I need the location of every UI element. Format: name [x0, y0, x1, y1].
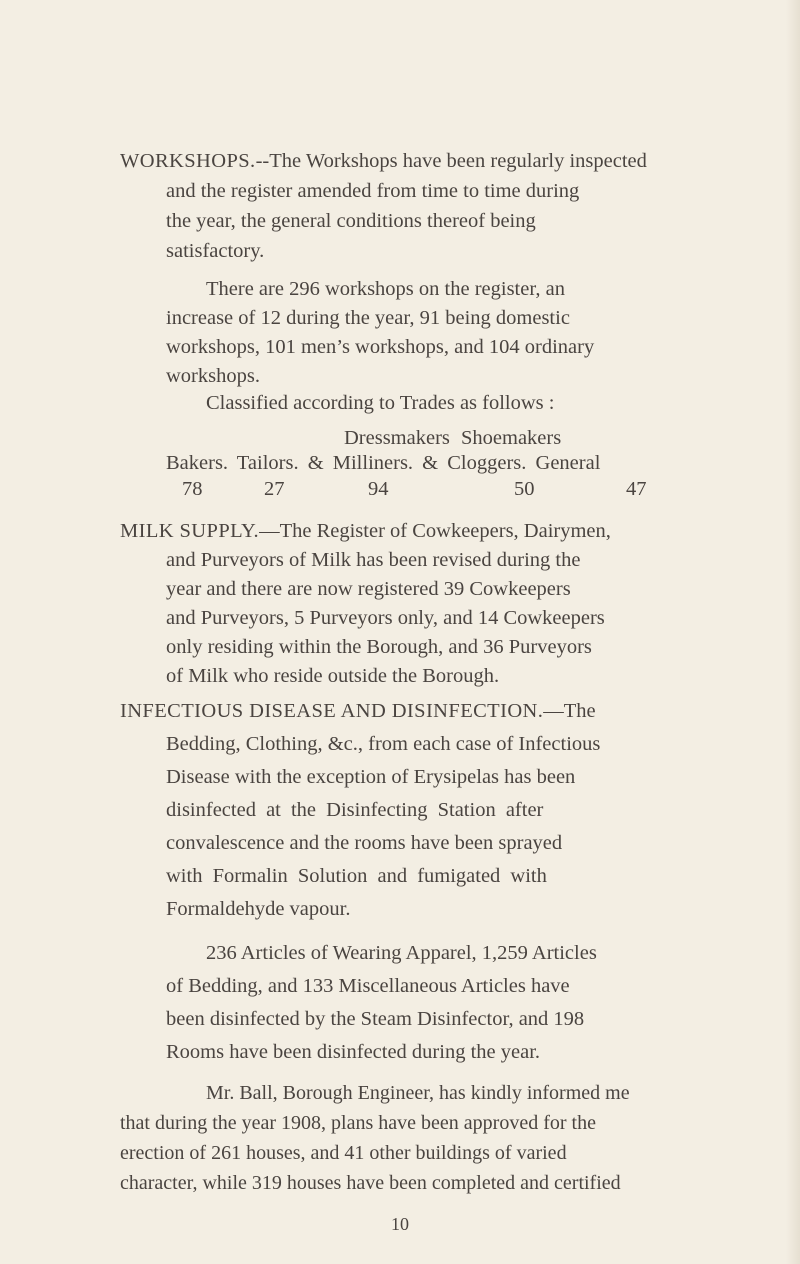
infectious-line-2: Bedding, Clothing, &c., from each case of Infectious — [166, 733, 601, 755]
infectious-line-3: Disease with the exception of Erysipelas has been — [166, 766, 576, 788]
infectious-line-1 — [120, 700, 596, 723]
workshops-line-2: and the register amended from time to time during — [166, 180, 580, 202]
milk-line-4: and Purveyors, 5 Purveyors only, and 14 Cowkeepers — [166, 607, 605, 629]
workshops-line-1 — [120, 150, 647, 173]
page-edge-shadow — [786, 0, 800, 1264]
workshops-line-3: the year, the general conditions thereof being — [166, 210, 536, 232]
infectious-line-4: disinfected at the Disinfecting Station after — [166, 799, 544, 821]
trades-value-tailors: 27 — [264, 478, 285, 500]
trades-value-shoemakers: 50 — [514, 478, 535, 500]
page-number: 10 — [391, 1214, 409, 1234]
workshops-line-4: satisfactory. — [166, 240, 265, 262]
articles-line-2: of Bedding, and 133 Miscellaneous Articles have — [166, 975, 570, 997]
infectious-heading: INFECTIOUS DISEASE AND DISINFECTION. — [120, 700, 544, 722]
infectious-text: —The — [543, 700, 596, 722]
infectious-line-7: Formaldehyde vapour. — [166, 898, 351, 920]
count-line-2: increase of 12 during the year, 91 being domestic — [166, 307, 570, 329]
count-line-3: workshops, 101 men’s workshops, and 104 ordinary — [166, 336, 595, 358]
count-line-1: There are 296 workshops on the register, an — [206, 278, 565, 300]
milk-line-6: of Milk who reside outside the Borough. — [166, 665, 500, 687]
engineer-line-2: that during the year 1908, plans have been approved for the — [120, 1112, 596, 1134]
trades-header-line-1: Dressmakers Shoemakers — [344, 427, 562, 449]
engineer-line-4: character, while 319 houses have been completed and certified — [120, 1172, 621, 1194]
milk-line-1 — [120, 520, 611, 543]
engineer-line-3: erection of 261 houses, and 41 other buildings of varied — [120, 1142, 567, 1164]
articles-line-1: 236 Articles of Wearing Apparel, 1,259 Articles — [206, 942, 597, 964]
engineer-line-1: Mr. Ball, Borough Engineer, has kindly informed me — [206, 1082, 630, 1104]
infectious-line-6: with Formalin Solution and fumigated with — [166, 865, 547, 887]
trades-header-line-2: Bakers. Tailors. & Milliners. & Cloggers. General — [166, 452, 601, 474]
count-line-4: workshops. — [166, 365, 260, 387]
workshops-text: --The Workshops have been regularly inspected — [255, 150, 647, 172]
milk-text: —The Register of Cowkeepers, Dairymen, — [259, 520, 611, 542]
milk-line-2: and Purveyors of Milk has been revised during the — [166, 549, 581, 571]
trades-value-general: 47 — [626, 478, 647, 500]
trades-value-bakers: 78 — [182, 478, 203, 500]
workshops-heading: WORKSHOPS. — [120, 150, 256, 172]
trades-intro: Classified according to Trades as follows : — [206, 392, 555, 414]
milk-line-3: year and there are now registered 39 Cowkeepers — [166, 578, 571, 600]
infectious-line-5: convalescence and the rooms have been sprayed — [166, 832, 563, 854]
articles-line-4: Rooms have been disinfected during the year. — [166, 1041, 541, 1063]
articles-line-3: been disinfected by the Steam Disinfector, and 198 — [166, 1008, 585, 1030]
milk-heading: MILK SUPPLY. — [120, 520, 260, 542]
trades-value-dressmakers: 94 — [368, 478, 389, 500]
milk-line-5: only residing within the Borough, and 36 Purveyors — [166, 636, 592, 658]
